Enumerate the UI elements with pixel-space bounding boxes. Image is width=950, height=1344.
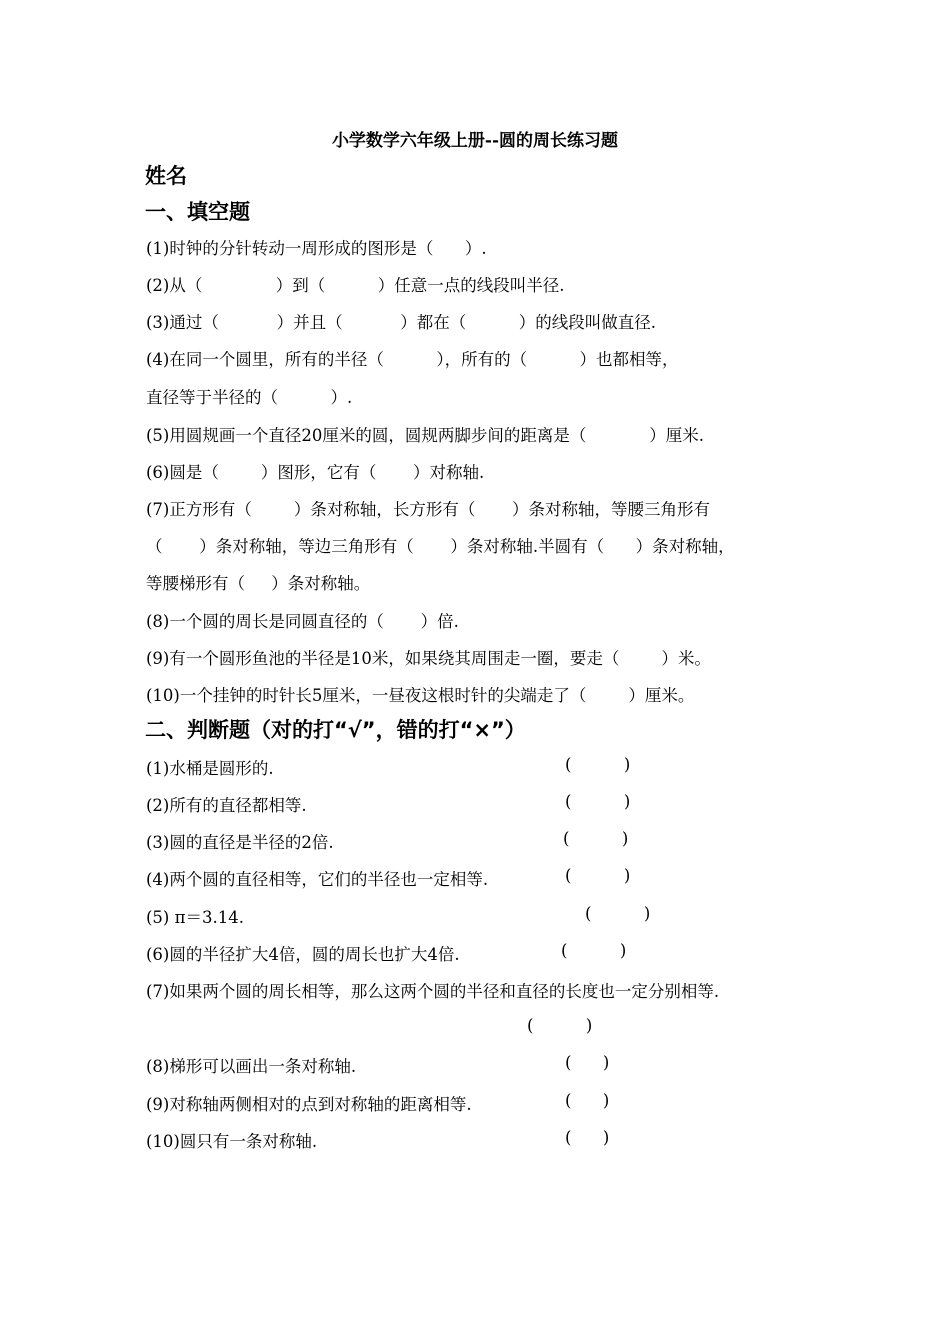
judge-question-2: (2)所有的直径都相等. (146, 796, 307, 815)
fill-question-3: (3)通过（ ）并且（ ）都在（ ）的线段叫做直径. (146, 313, 656, 332)
fill-question-1: (1)时钟的分针转动一周形成的图形是（ ）. (146, 239, 487, 258)
section2-heading: 二、判断题（对的打“√”，错的打“×”） (145, 718, 526, 742)
fill-question-9: (9)有一个圆形鱼池的半径是10米，如果绕其周围走一圈，要走（ ）米。 (146, 649, 711, 668)
name-label: 姓名 (145, 164, 187, 188)
answer-paren-7: ( ) (527, 1016, 593, 1035)
judge-question-8: (8)梯形可以画出一条对称轴. (146, 1057, 357, 1076)
judge-question-7: (7)如果两个圆的周长相等，那么这两个圆的半径和直径的长度也一定分别相等. (146, 982, 720, 1001)
answer-paren-3: ( ) (563, 829, 629, 848)
answer-paren-9: ( ) (565, 1091, 610, 1110)
answer-paren-6: ( ) (561, 941, 627, 960)
answer-paren-4: ( ) (565, 866, 631, 885)
judge-question-9: (9)对称轴两侧相对的点到对称轴的距离相等. (146, 1095, 472, 1114)
fill-question-6: (6)圆是（ ）图形，它有（ ）对称轴. (146, 463, 485, 482)
judge-question-3: (3)圆的直径是半径的2倍. (146, 833, 334, 852)
answer-paren-8: ( ) (565, 1053, 610, 1072)
judge-question-6: (6)圆的半径扩大4倍，圆的周长也扩大4倍. (146, 945, 460, 964)
judge-question-1: (1)水桶是圆形的. (146, 759, 274, 778)
fill-question-5: (5)用圆规画一个直径20厘米的圆，圆规两脚步间的距离是（ ）厘米. (146, 426, 705, 445)
fill-question-10: (10)一个挂钟的时针长5厘米，一昼夜这根时针的尖端走了（ ）厘米。 (146, 686, 695, 705)
judge-question-5: (5) π＝3.14. (146, 908, 244, 927)
answer-paren-10: ( ) (565, 1128, 610, 1147)
fill-question-4: (4)在同一个圆里，所有的半径（ ），所有的（ ）也都相等， (146, 350, 679, 369)
judge-question-10: (10)圆只有一条对称轴. (146, 1132, 318, 1151)
judge-question-4: (4)两个圆的直径相等，它们的半径也一定相等. (146, 870, 489, 889)
fill-question-2: (2)从（ ）到（ ）任意一点的线段叫半径. (146, 276, 565, 295)
answer-paren-1: ( ) (565, 755, 631, 774)
fill-question-7-cont: （ ）条对称轴，等边三角形有（ ）条对称轴.半圆有（ ）条对称轴， (146, 537, 735, 556)
fill-question-8: (8)一个圆的周长是同圆直径的（ ）倍. (146, 612, 459, 631)
answer-paren-2: ( ) (565, 792, 631, 811)
fill-question-4-cont: 直径等于半径的（ ）. (146, 388, 353, 407)
section1-heading: 一、填空题 (145, 200, 250, 224)
page-title: 小学数学六年级上册--圆的周长练习题 (331, 131, 619, 151)
fill-question-7-cont2: 等腰梯形有（ ）条对称轴。 (146, 574, 371, 593)
answer-paren-5: ( ) (585, 904, 651, 923)
fill-question-7: (7)正方形有（ ）条对称轴，长方形有（ ）条对称轴，等腰三角形有 (146, 500, 711, 519)
